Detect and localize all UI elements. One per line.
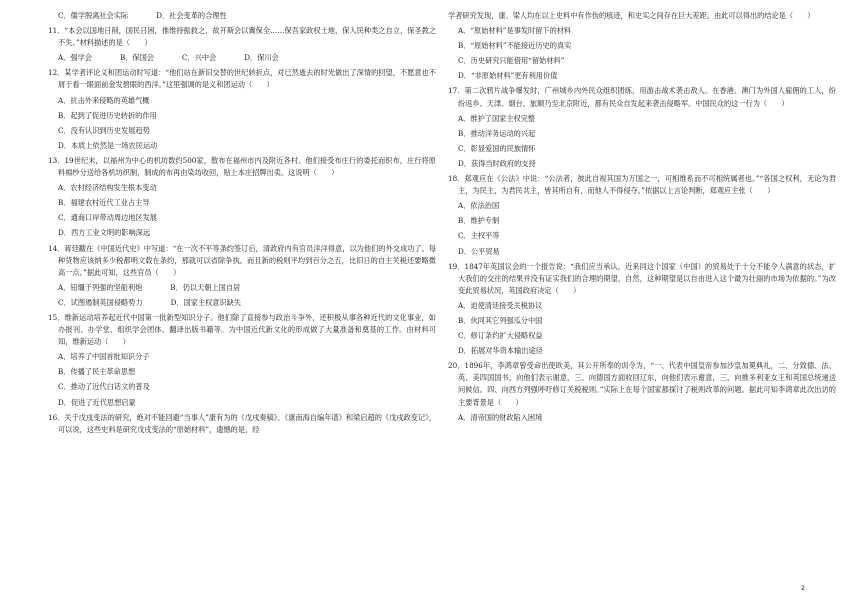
question-17 [448,85,836,170]
option-a: A．迫使清廷接受关税协议 [458,300,543,310]
option-c: C．修订条约扩大侵略权益 [458,331,543,341]
question-18 [448,173,836,258]
option-c: C．通商口岸带动周边地区发展 [58,213,157,223]
page-number: 2 [800,584,805,592]
option-d: D．“非原始材料”更有利用价值 [458,71,558,81]
question-11 [48,25,436,64]
option-b: B．伙同其它列强瓜分中国 [458,315,543,325]
option-c: C．彰显爱国的民族情怀 [458,143,536,153]
option-b: B．仍以天朝上国自居 [170,282,241,292]
option-b: B．传播了民主革命思想 [58,367,136,377]
option-b: B．“原始材料”不能接近历史的真实 [458,41,572,51]
question-options-row-2 [58,297,436,309]
option-d: D．获得当时政府的支持 [458,158,536,168]
option-d: D．促进了近代思想启蒙 [58,397,136,407]
question-19 [448,261,836,358]
question-16-continued [448,10,836,82]
option-c: C．试图遏制英国侵略势力 [58,297,143,307]
option-d: D．拓展对华资本输出途径 [458,346,543,356]
question-stem: 20．1896年，李鸿章曾受命出使欧美，其公开所奉的训令为，“一、代表中国皇帝参加沙皇加冕典礼，二、分致德、法、英、美四国国书，向他们表示谢意，三、向德国方面收回辽东，向他们表示谢意，三、向推多利亚女王和英国总统递送问候信。四、向西方列强呼吁修订关税税则。”实际上在每个国家都探讨了税则改革的问题。据此可知李鸿章此次出访的主要背景是（ ） [448,361,836,407]
option-b: B．保国会 [119,53,154,63]
question-stem: 17．第二次鸦片战争爆发时，广州城乡内外民众组织团练，用游击战术袭击敌人。在香港、澳门为外国人雇佣的工人，纷纷返乡。天津、烟台、旅顺乃至北京附近，都有民众自发起来袭击侵略军。中国民众的这一行为（ ） [448,86,836,108]
option-c: C．主权平等 [458,231,500,241]
option-d: D．公平贸易 [458,246,500,256]
question-12 [48,67,436,152]
option-a: A．农村经济结构发生根本变动 [58,183,157,193]
question-stem: 14．蒋廷黻在《中国近代史》中写道：“在一次不平等条约签订后，清政府内有官员洋洋得意，以为他们的外交成功了。每种货物应该纳多少税都明文载在条约，那就可以省除争执。而且新的税则平均到百分之五，比旧日的自主关税还要略微高一点。”据此可知，这些官员（ ） [48,243,436,277]
left-column [48,10,436,439]
option-d: D．西方工业文明的影响深远 [58,228,151,238]
option-b: B．维护专制 [458,216,500,226]
option-a: A．清帝国的财政陷入困境 [458,412,543,422]
question-stem: 18．郑观应在《公法》中说：“公法者，彼此自视其国为万国之一，可相维系而不可相统属者也。”“各国之权利，无论为君主，为民主，为君民共主，皆其所自有，而他人不得侵夺。”依据以上言论判断，郑观应主张（ ） [448,174,836,196]
option-a: A．依法治国 [458,201,500,211]
option-c: C．推动了近代白话文的普及 [58,382,150,392]
question-stem-start: 16．关于戊戌变法的研究，绝对不能回避“当事人”康有为的《戊戌奏稿》、《康南海自编年谱》和梁启超的《戊戌政变记》，可以说，这些史料是研究戊戌变法的“原始材料”，遗憾的是，经 [48,412,436,434]
option-a: A．“原始材料”是事发时留下的材料 [458,26,572,36]
question-20 [448,360,836,423]
question-13 [48,155,436,240]
question-15 [48,312,436,409]
option-c: C．历史研究只能借用“留始材料” [458,56,565,66]
question-stem: 13．19世纪末，以福州为中心的机坊数约500家，散布在福州市内及附近各村。他们接受布庄行的委托而织布，庄行将原料棉纱分送给各机坊织制，制成的布再由染坊收回，贴上本庄招牌出卖。这说明（ ） [48,155,436,178]
option-d: D．保川会 [244,53,279,63]
question-stem-continued: 学者研究发现，康、梁人均在以上史料中有作伪的痕迹，和史实之间存在巨大差距。由此可以得出的结论是（ ） [448,11,815,20]
question-16 [48,412,436,436]
question-stem: 15．维新运动培养起近代中国第一批新型知识分子。他们除了直接参与政治斗争外，还积极从事各种近代的文化事业，如办报刊、办学堂、组织学会团体、翻译出版书籍等。为中国近代新文化的形成做了大量准备和奠基的工作。由材料可知，维新运动（ ） [48,312,436,347]
right-column [448,10,836,427]
option-d: D．国家主权意识缺失 [170,297,242,307]
option-c: C．儒学脱离社会实际 [58,11,129,20]
question-stem: 12．某学者评论义和团运动时写道：“他们站在新旧交替的世纪转折点，对已然逝去的时光做出了深情的回望，不愿意也不屑于看一眼面前金发碧眼的西洋。”这里强调的是义和团运动（ ） [48,68,436,90]
question-options-row-1 [58,282,436,294]
option-a: A．培养了中国首批知识分子 [58,352,150,362]
option-a: A．维护了国家主权完整 [458,113,536,123]
q10-options-tail [58,10,436,22]
option-c: C．兴中会 [182,53,217,63]
option-a: A．抗击外来侵略的英雄气概 [58,95,150,105]
question-stem: 19．1847年英国议会的一个报告说：“我们应当承认，近来同这个国家（中国）的贸易处于十分不能令人满意的状态，扩大我们的交往的结果并没有证实我们的合理的期望，自然，这种期望是以自由进入这个最为壮丽的市场为依据的。”为改变此贸易状况，英国政府决定（ ） [448,261,836,295]
option-d: D．社会变革的合理性 [156,11,227,20]
option-a: A．强学会 [58,53,92,63]
question-options [58,52,436,64]
option-c: C．没有认识到历史发展趋势 [58,125,150,135]
question-14 [48,243,436,309]
question-stem: 11．“本会以国地日削，国民日困，推维持振救之，故开斯会以冀保全……保吾家政权土地，保人民种类之自立，保圣教之不失。”材料描述的是（ ） [48,26,436,48]
option-b: B．推动洋务运动的兴起 [458,128,536,138]
option-b: B．起到了促进历史转折的作用 [58,110,157,120]
option-a: A．钮缰于列强的坚船利炮 [58,282,143,292]
option-b: B．福建农村近代工业占主导 [58,198,150,208]
option-d: D．本质上依然是一场农民运动 [58,140,158,150]
